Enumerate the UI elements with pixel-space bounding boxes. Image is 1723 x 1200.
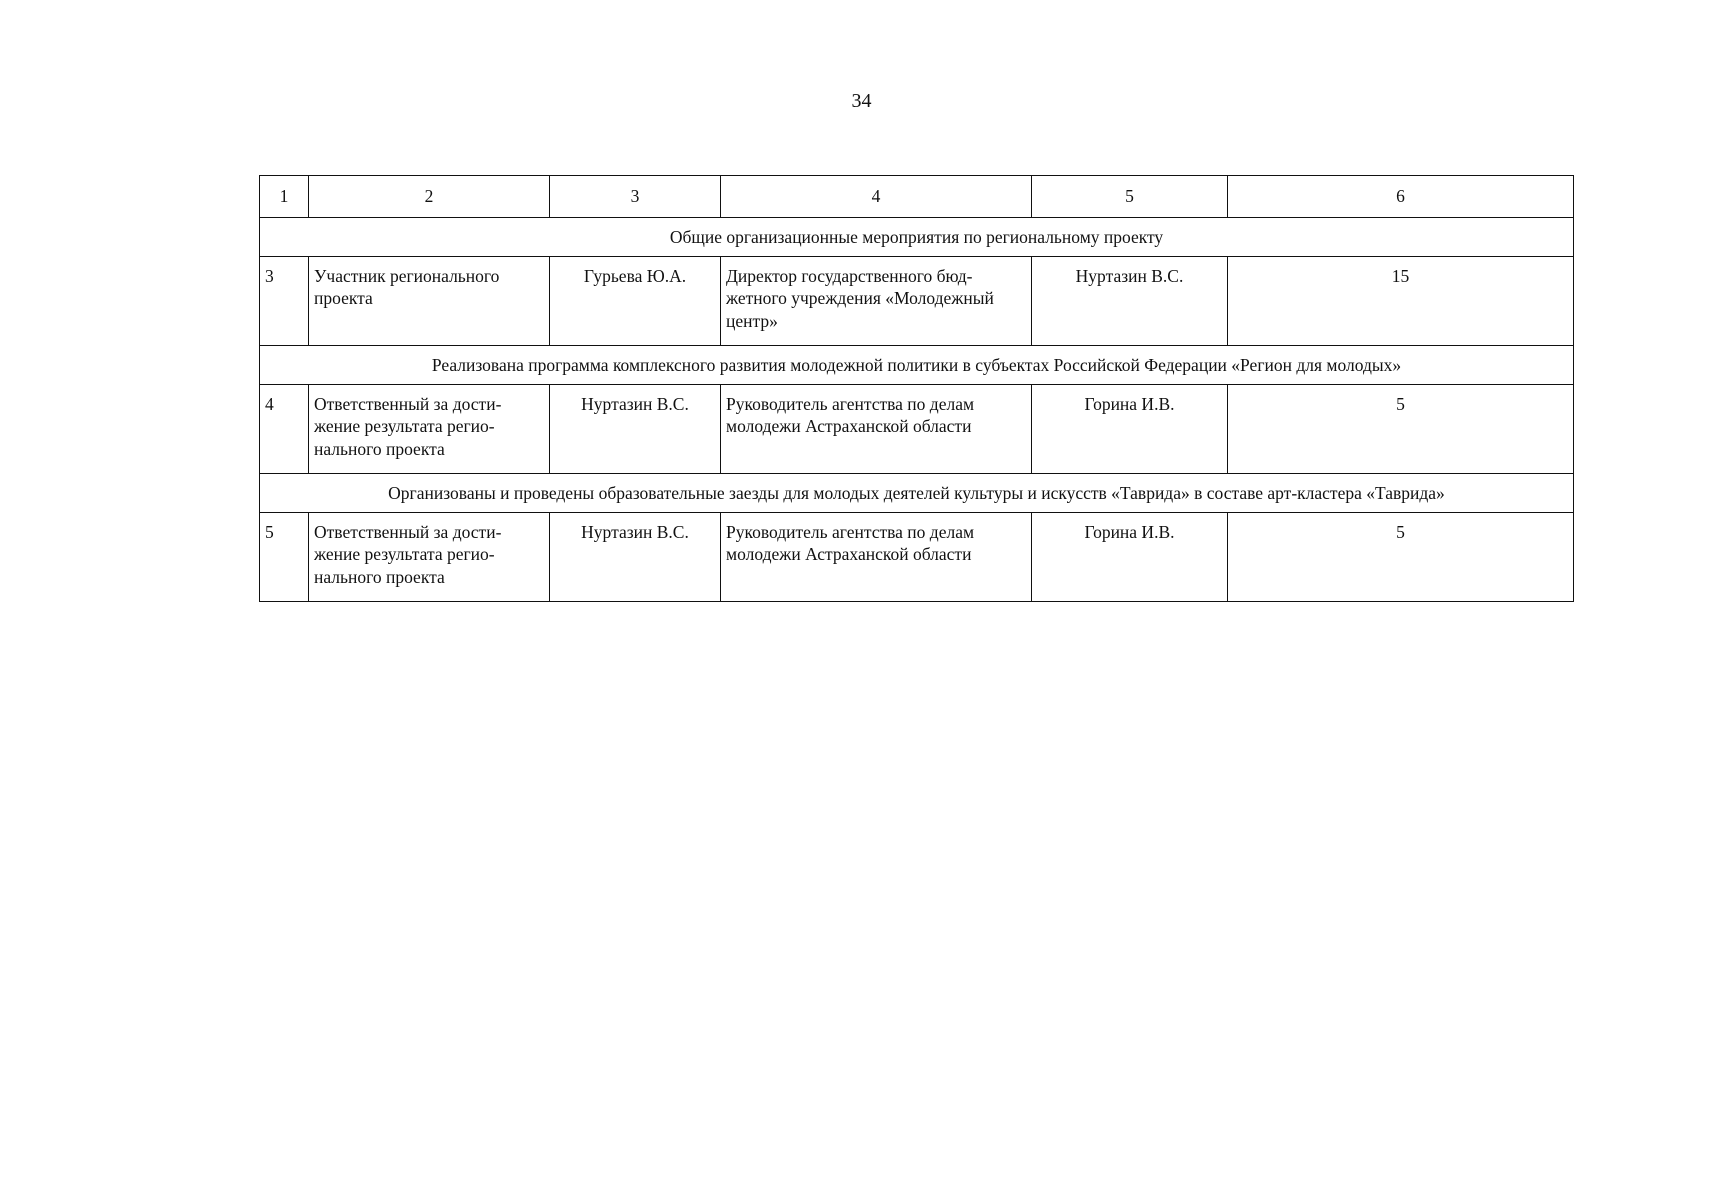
share-cell: 5 xyxy=(1228,385,1574,474)
row-number-cell: 3 xyxy=(260,257,309,346)
table-row xyxy=(260,385,1574,474)
section-row xyxy=(260,474,1574,513)
table-row xyxy=(260,257,1574,346)
name-cell: Гурьева Ю.А. xyxy=(550,257,721,346)
section-title: Организованы и проведены образовательные заезды для молодых деятелей культуры и искусств «Таврида» в составе арт-кластера «Таврида» xyxy=(260,474,1574,513)
share-cell: 15 xyxy=(1228,257,1574,346)
role-cell: Ответственный за дости-жение результата регио-нального проекта xyxy=(309,513,550,602)
column-number: 5 xyxy=(1032,176,1228,218)
table-row xyxy=(260,513,1574,602)
role-cell: Участник регионального проекта xyxy=(309,257,550,346)
share-cell: 5 xyxy=(1228,513,1574,602)
column-number: 4 xyxy=(721,176,1032,218)
section-title: Общие организационные мероприятия по региональному проекту xyxy=(260,218,1574,257)
column-number: 6 xyxy=(1228,176,1574,218)
position-cell: Руководитель агентства по делам молодежи Астраханской области xyxy=(721,513,1032,602)
row-number-cell: 5 xyxy=(260,513,309,602)
column-number: 1 xyxy=(260,176,309,218)
section-row xyxy=(260,218,1574,257)
supervisor-cell: Нуртазин В.С. xyxy=(1032,257,1228,346)
responsibility-table xyxy=(259,175,1574,602)
column-number: 2 xyxy=(309,176,550,218)
name-cell: Нуртазин В.С. xyxy=(550,513,721,602)
position-cell: Директор государственного бюд-жетного учреждения «Молодежный центр» xyxy=(721,257,1032,346)
page-number: 34 xyxy=(851,90,872,112)
name-cell: Нуртазин В.С. xyxy=(550,385,721,474)
row-number-cell: 4 xyxy=(260,385,309,474)
supervisor-cell: Горина И.В. xyxy=(1032,513,1228,602)
position-cell: Руководитель агентства по делам молодежи Астраханской области xyxy=(721,385,1032,474)
column-number: 3 xyxy=(550,176,721,218)
column-number-row xyxy=(260,176,1574,218)
supervisor-cell: Горина И.В. xyxy=(1032,385,1228,474)
role-cell: Ответственный за дости-жение результата регио-нального проекта xyxy=(309,385,550,474)
section-row xyxy=(260,346,1574,385)
section-title: Реализована программа комплексного развития молодежной политики в субъектах Российской Федерации «Регион для молодых» xyxy=(260,346,1574,385)
